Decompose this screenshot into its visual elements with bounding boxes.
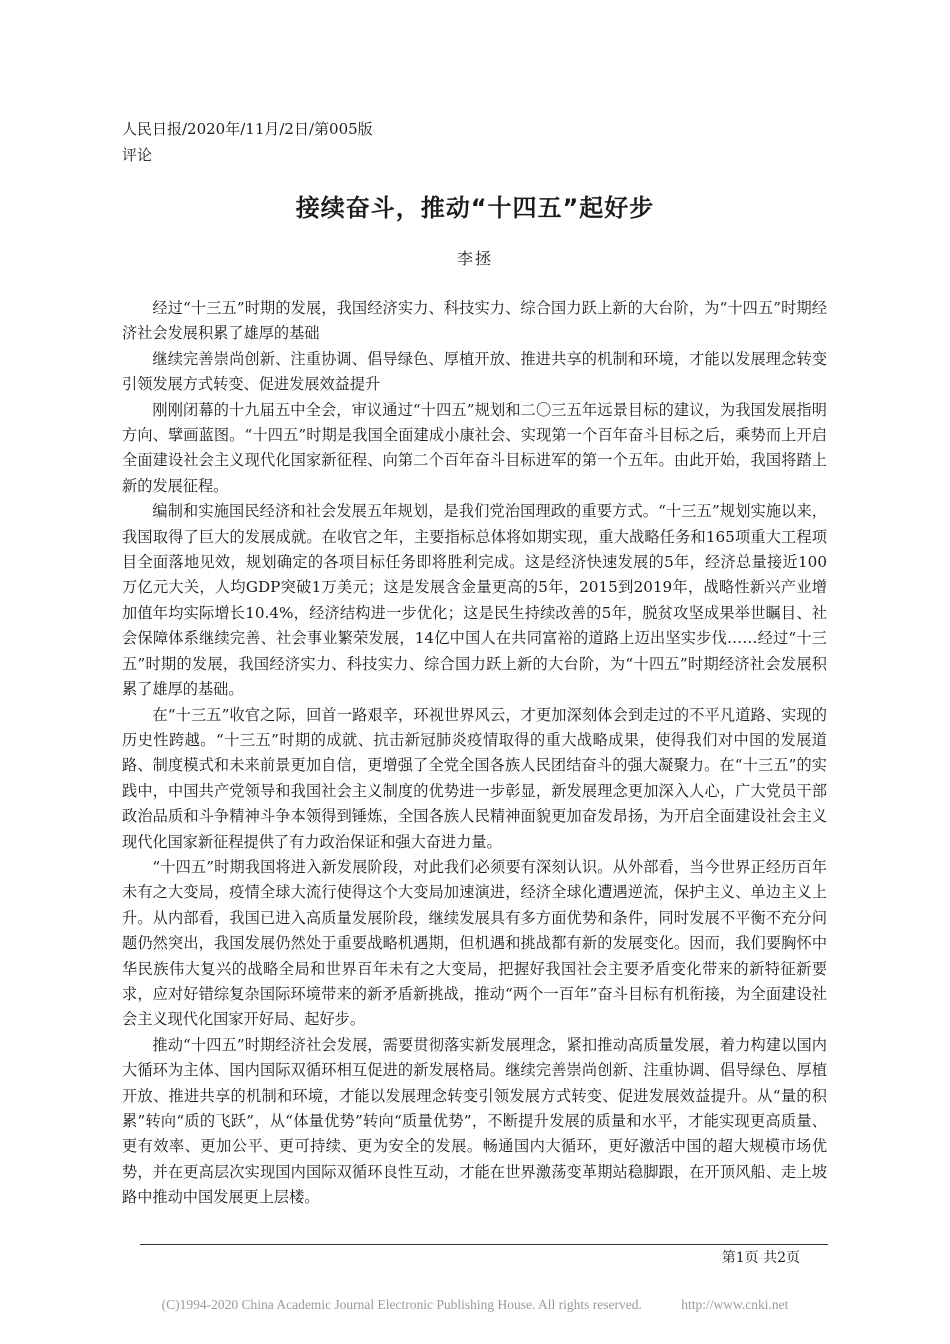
paragraph: 经过“十三五”时期的发展，我国经济实力、科技实力、综合国力跃上新的大台阶，为“十四五”时期经济社会发展积累了雄厚的基础 [122,299,827,343]
footer-divider [140,1244,828,1245]
article-author: 李拯 [456,249,493,268]
footer-url[interactable]: http://www.cnki.net [681,1297,789,1312]
paragraph: 继续完善崇尚创新、注重协调、倡导绿色、厚植开放、推进共享的机制和环境，才能以发展理念转变引领发展方式转变、促进发展效益提升 [122,349,827,394]
paragraph: 在“十三五”收官之际，回首一路艰辛，环视世界风云，才更加深刻体会到走过的不平凡道路、实现的历史性跨越。“十三五”时期的成就、抗击新冠肺炎疫情取得的重大战略成果，使得我们对中国的发展道路、制度模式和未来前景更加自信，更增强了全党全国各族人民团结奋斗的强大凝聚力。在“十三五”的实践中，中国共产党领导和我国社会主义制度的优势进一步彰显，新发展理念更加深入人心，广大党员干部政治品质和斗争精神斗争本领得到锤炼，全国各族人民精神面貌更加奋发昂扬，为开启全面建设社会主义现代化国家新征程提供了有力政治保证和强大奋进力量。 [122,705,827,851]
source-line: 人民日报/2020年/11月/2日/第005版 [122,120,373,138]
section-label: 评论 [122,146,153,164]
paragraph: “十四五”时期我国将进入新发展阶段，对此我们必须要有深刻认识。从外部看，当今世界正经历百年未有之大变局，疫情全球大流行使得这个大变局加速演进，经济全球化遭遇逆流，保护主义、单边主义上升。从内部看，我国已进入高质量发展阶段，继续发展具有多方面优势和条件，同时发展不平衡不充分问题仍然突出，我国发展仍然处于重要战略机遇期，但机遇和挑战都有新的发展变化。因而，我们要胸怀中华民族伟大复兴的战略全局和世界百年未有之大变局，把握好我国社会主要矛盾变化带来的新特征新要求，应对好错综复杂国际环境带来的新矛盾新挑战，推动“两个一百年”奋斗目标有机衔接，为全面建设社会主义现代化国家开好局、起好步。 [122,857,827,1029]
paragraph: 推动“十四五”时期经济社会发展，需要贯彻落实新发展理念，紧扣推动高质量发展，着力构建以国内大循环为主体、国内国际双循环相互促进的新发展格局。继续完善崇尚创新、注重协调、倡导绿色、厚植开放、推进共享的机制和环境，才能以发展理念转变引领发展方式转变、促进发展效益提升。从“量的积累”转向“质的飞跃”，从“体量优势”转向“质量优势”，不断提升发展的质量和水平，才能实现更高质量、更有效率、更加公平、更可持续、更为安全的发展。畅通国内大循环，更好激活中国的超大规模市场优势，并在更高层次实现国内国际双循环良性互动，才能在世界激荡变革期站稳脚跟，在开顶风船、走上坡路中推动中国发展更上层楼。 [122,1035,827,1207]
article-body [122,296,827,1211]
paragraph: 刚刚闭幕的十九届五中全会，审议通过“十四五”规划和二〇三五年远景目标的建议，为我国发展指明方向、擘画蓝图。“十四五”时期是我国全面建成小康社会、实现第一个百年奋斗目标之后，乘势而上开启全面建设社会主义现代化国家新征程、向第二个百年奋斗目标进军的第一个五年。由此开始，我国将踏上新的发展征程。 [122,400,827,495]
paragraph: 编制和实施国民经济和社会发展五年规划，是我们党治国理政的重要方式。“十三五”规划实施以来，我国取得了巨大的发展成就。在收官之年，主要指标总体将如期实现，重大战略任务和165项重大工程项目全面落地见效，规划确定的各项目标任务即将胜利完成。这是经济快速发展的5年，经济总量接近100万亿元大关，人均GDP突破1万美元；这是发展含金量更高的5年，2015到2019年，战略性新兴产业增加值年均实际增长10.4%，经济结构进一步优化；这是民生持续改善的5年，脱贫攻坚成果举世瞩目、社会保障体系继续完善、社会事业繁荣发展，14亿中国人在共同富裕的道路上迈出坚实步伐……经过“十三五”时期的发展，我国经济实力、科技实力、综合国力跃上新的大台阶，为“十四五”时期经济社会发展积累了雄厚的基础。 [122,502,827,699]
article-title: 接续奋斗，推动“十四五”起好步 [295,194,655,222]
copyright-footer [0,1297,950,1313]
source-metadata [122,116,373,168]
copyright-text: (C)1994-2020 China Academic Journal Electronic Publishing House. All rights reserved. [161,1297,642,1312]
page-number: 第1页 共2页 [721,1250,800,1266]
